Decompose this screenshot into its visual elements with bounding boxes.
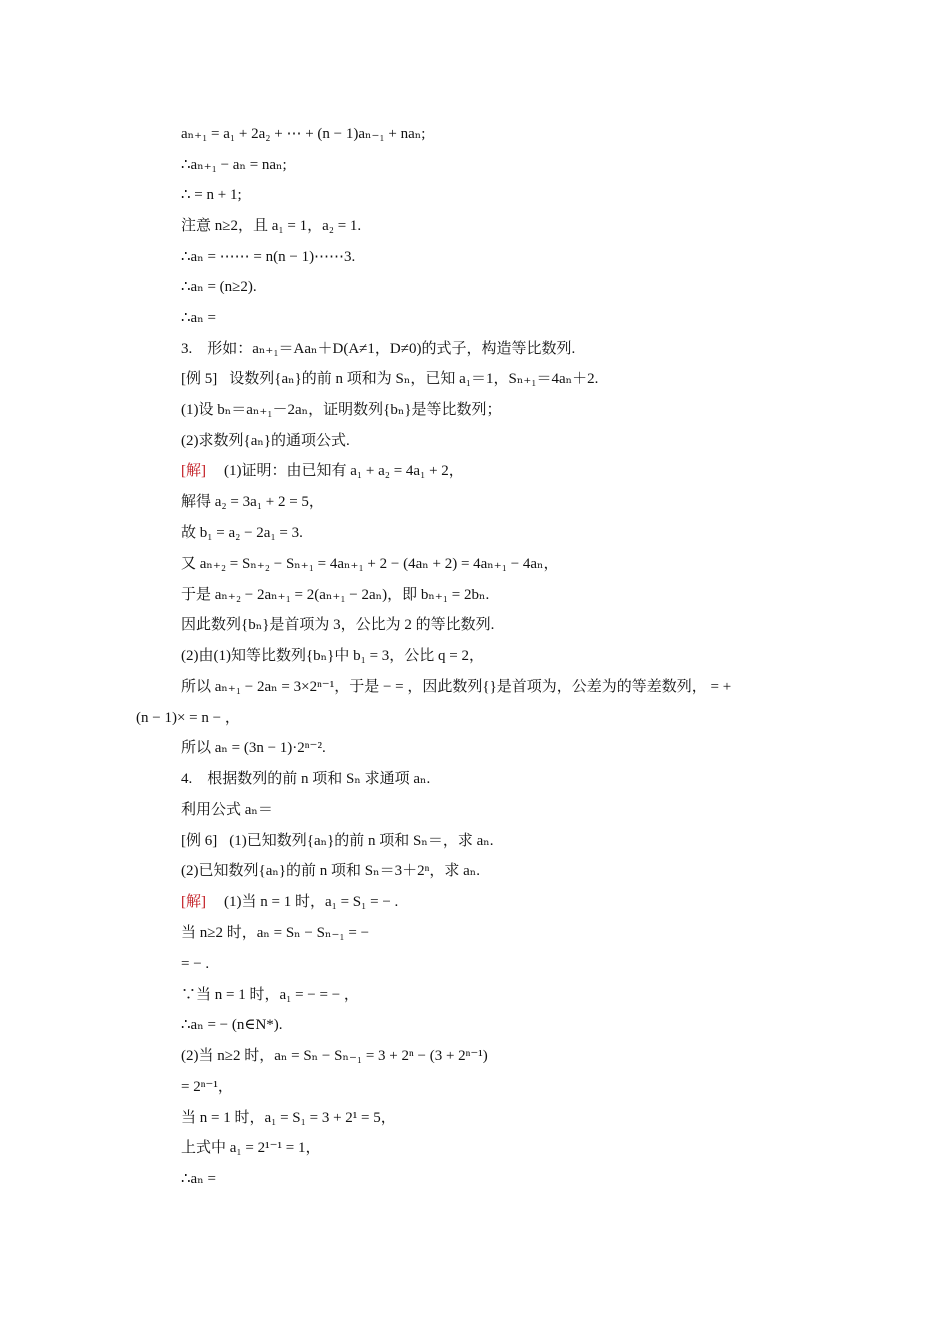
text-line: 注意 n≥2，且 a₁ = 1，a₂ = 1. <box>181 218 362 234</box>
solution-text: (1)证明：由已知有 a₁ + a₂ = 4a₁ + 2， <box>224 463 464 479</box>
text-line: (2)由(1)知等比数列{bₙ}中 b₁ = 3，公比 q = 2， <box>181 648 485 664</box>
text-line: ∴aₙ = <box>181 310 216 326</box>
text-line: aₙ₊₁ = a₁ + 2a₂ + ⋯ + (n − 1)aₙ₋₁ + naₙ; <box>181 126 426 142</box>
text-line: ∴aₙ₊₁ − aₙ = naₙ; <box>181 157 287 173</box>
text-line: 所以 aₙ = (3n − 1)·2ⁿ⁻². <box>181 740 326 756</box>
text-line: 上式中 a₁ = 2¹⁻¹ = 1， <box>181 1140 321 1156</box>
text-line: 当 n≥2 时，aₙ = Sₙ − Sₙ₋₁ = − <box>181 925 370 941</box>
text-line: 于是 aₙ₊₂ − 2aₙ₊₁ = 2(aₙ₊₁ − 2aₙ)，即 bₙ₊₁ = 2bₙ. <box>181 587 490 603</box>
text-line: = − . <box>181 956 210 972</box>
solution-label: [解] <box>181 894 206 910</box>
section-heading: 3. 形如：aₙ₊₁＝Aaₙ＋D(A≠1，D≠0)的式子，构造等比数列. <box>181 341 576 357</box>
example-label: [例 5] <box>181 371 218 387</box>
text-line-continued: (n − 1)× = n − ， <box>136 710 240 726</box>
text-line: 又 aₙ₊₂ = Sₙ₊₂ − Sₙ₊₁ = 4aₙ₊₁ + 2 − (4aₙ + 2) = 4aₙ₊₁ − 4aₙ， <box>181 556 559 572</box>
text-line: 利用公式 aₙ＝ <box>181 802 273 818</box>
solution-text: (1)当 n = 1 时，a₁ = S₁ = − . <box>224 894 399 910</box>
text-line: 因此数列{bₙ}是首项为 3，公比为 2 的等比数列. <box>181 617 495 633</box>
text-line: = 2ⁿ⁻¹， <box>181 1079 233 1095</box>
solution-5-start <box>181 456 820 486</box>
solution-6-start <box>181 887 820 917</box>
text-line: ∴aₙ = ⋯⋯ = n(n − 1)⋯⋯3. <box>181 249 356 265</box>
example-text: 设数列{aₙ}的前 n 项和为 Sₙ，已知 a₁＝1，Sₙ₊₁＝4aₙ＋2. <box>229 371 599 387</box>
text-line: 解得 a₂ = 3a₁ + 2 = 5， <box>181 494 324 510</box>
text-line: ∴ = n + 1; <box>181 187 242 203</box>
text-line: ∴aₙ = (n≥2). <box>181 279 257 295</box>
text-line: 所以 aₙ₊₁ − 2aₙ = 3×2ⁿ⁻¹，于是 − = ，因此数列{}是首项为，公差为的等差数列， = + <box>181 679 732 695</box>
section-heading: 4. 根据数列的前 n 项和 Sₙ 求通项 aₙ. <box>181 771 431 787</box>
example-text: (1)已知数列{aₙ}的前 n 项和 Sₙ＝，求 aₙ. <box>229 833 494 849</box>
text-line: ∴aₙ = − (n∈N*). <box>181 1017 283 1033</box>
text-line: 故 b₁ = a₂ − 2a₁ = 3. <box>181 525 303 541</box>
text-line: (1)设 bₙ＝aₙ₊₁－2aₙ，证明数列{bₙ}是等比数列； <box>181 402 502 418</box>
text-line: 当 n = 1 时，a₁ = S₁ = 3 + 2¹ = 5， <box>181 1110 396 1126</box>
text-line: (2)当 n≥2 时，aₙ = Sₙ − Sₙ₋₁ = 3 + 2ⁿ − (3 + 2ⁿ⁻¹) <box>181 1048 488 1064</box>
solution-label: [解] <box>181 463 206 479</box>
text-line: ∴aₙ = <box>181 1171 216 1187</box>
example-5-statement <box>181 364 820 394</box>
example-6-statement <box>181 826 820 856</box>
example-label: [例 6] <box>181 833 218 849</box>
text-line: (2)已知数列{aₙ}的前 n 项和 Sₙ＝3＋2ⁿ，求 aₙ. <box>181 863 480 879</box>
text-line: (2)求数列{aₙ}的通项公式. <box>181 433 350 449</box>
text-line: ∵当 n = 1 时，a₁ = − = − ， <box>181 987 359 1003</box>
